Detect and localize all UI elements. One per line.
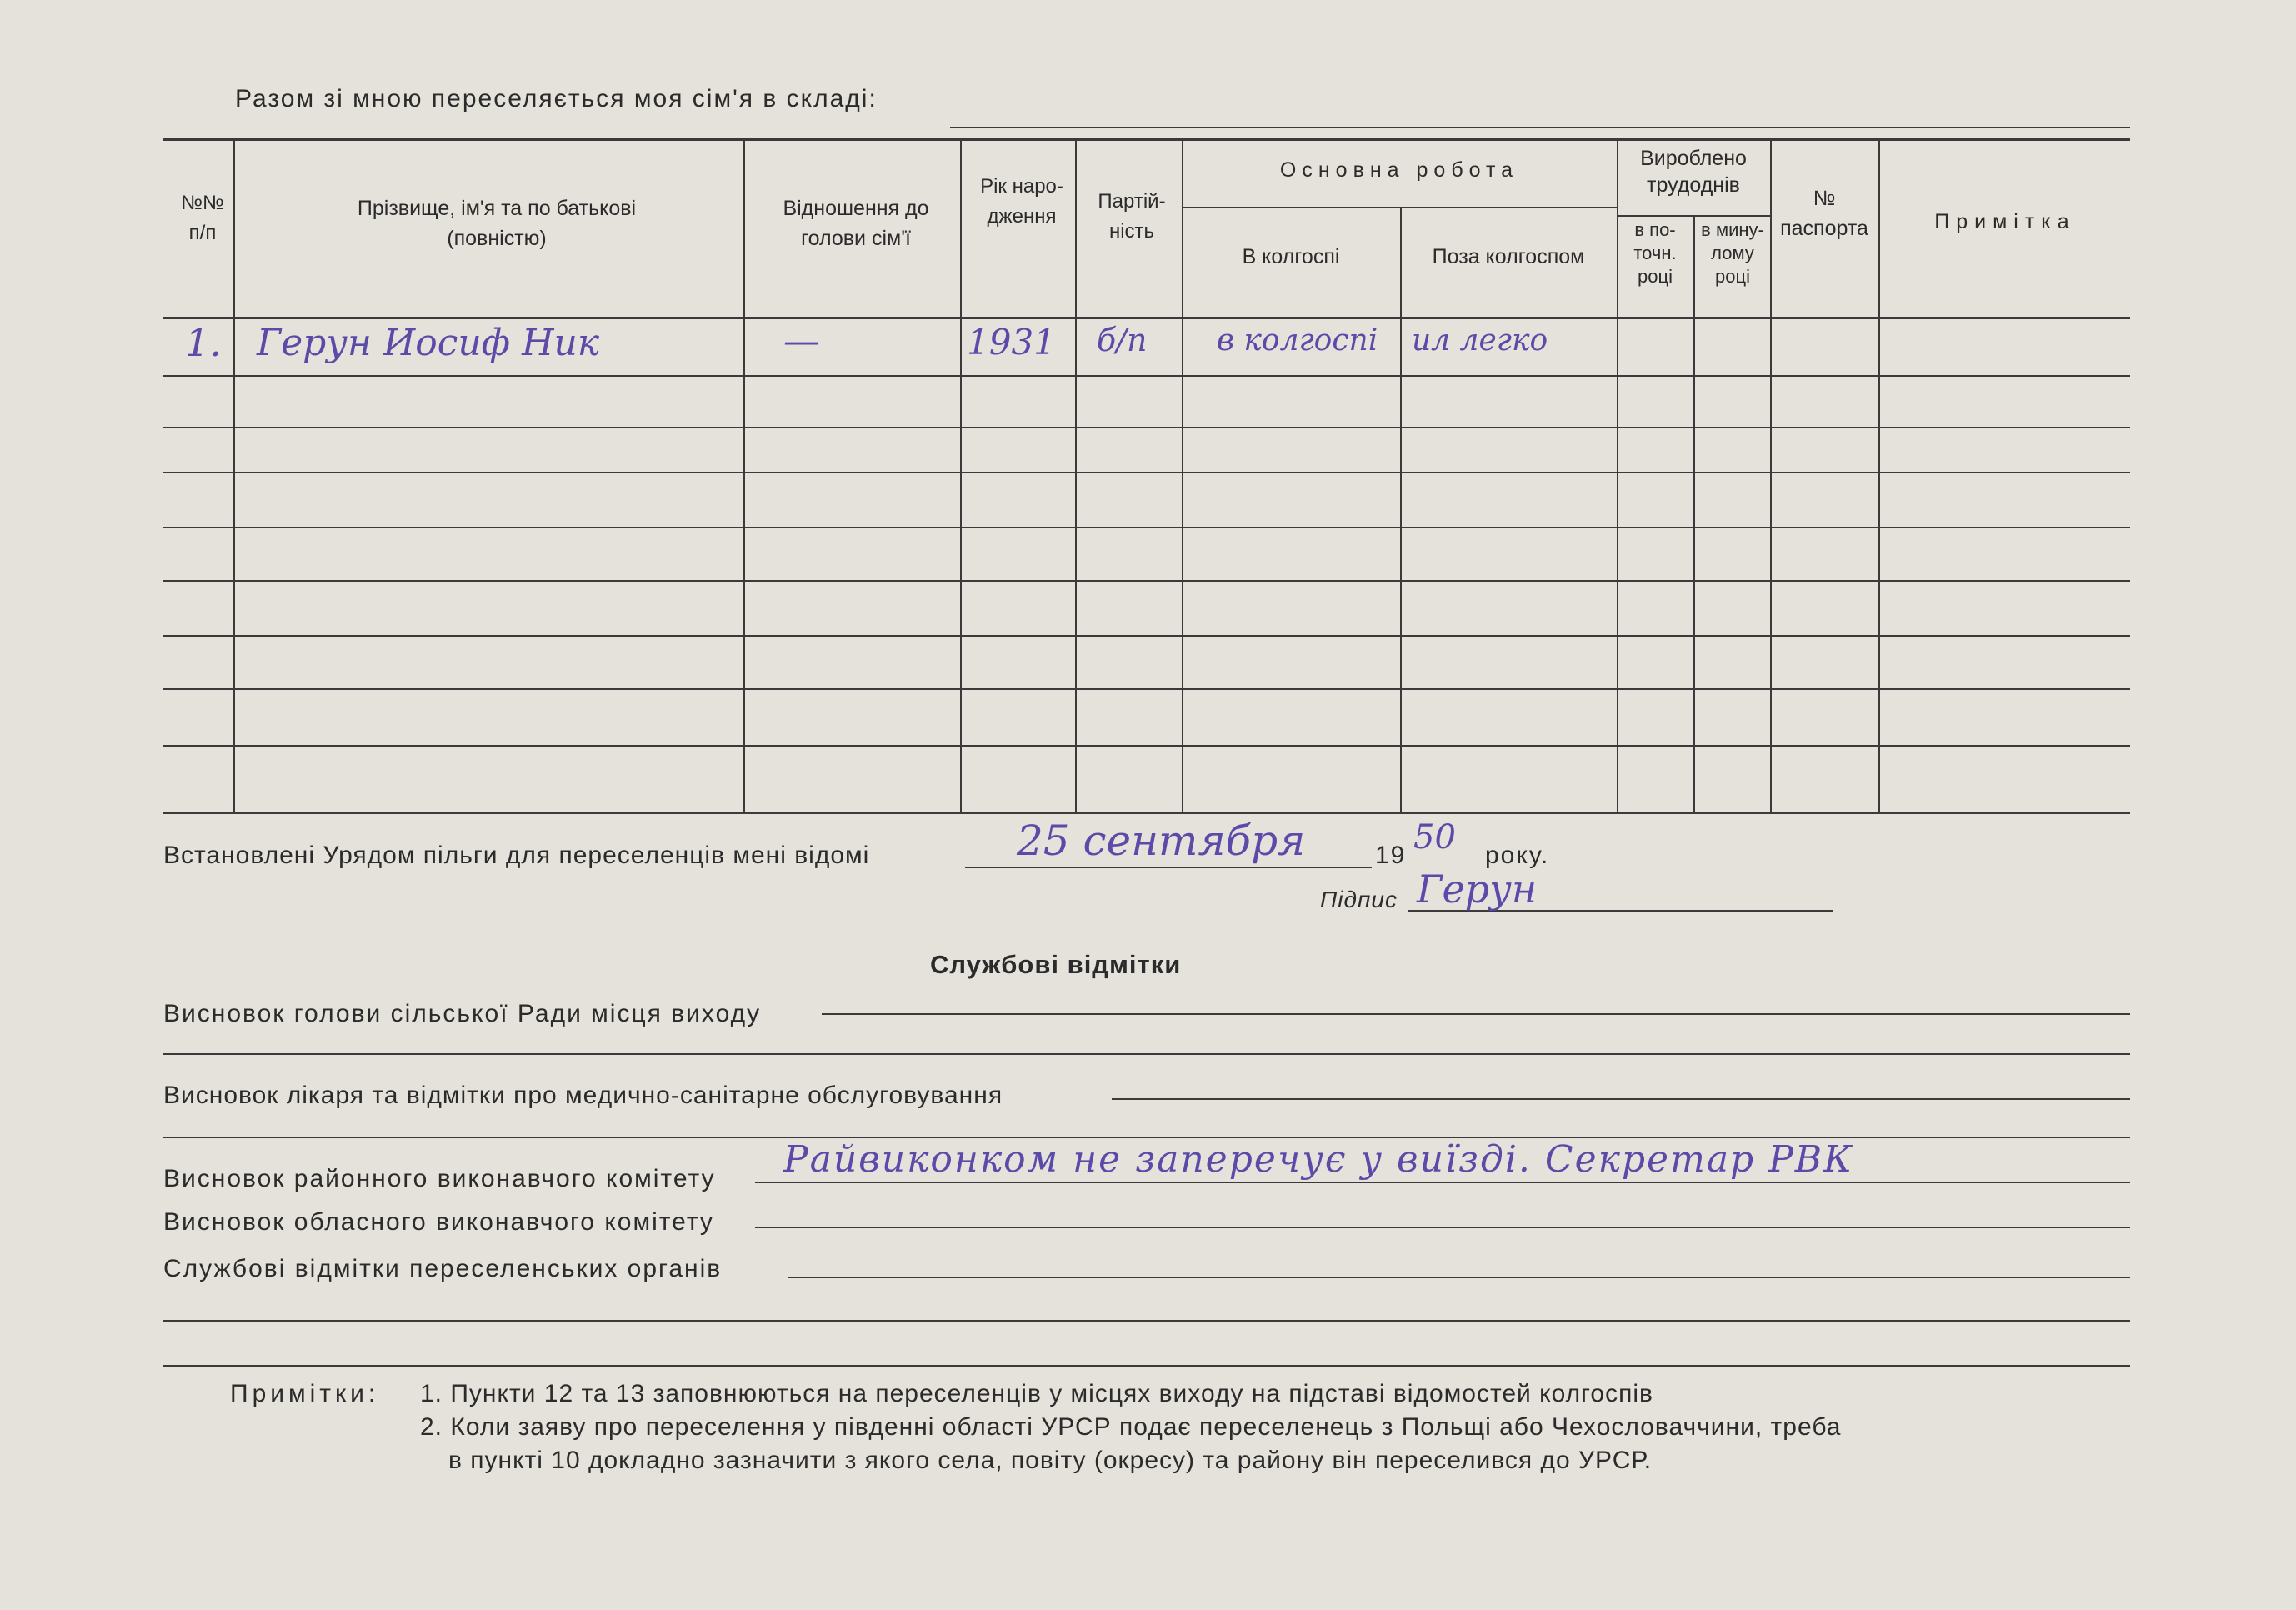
service-value-district: Райвиконком не заперечує у виїзді. Секретар РВК (783, 1138, 1854, 1181)
year-word: року. (1485, 842, 1550, 869)
header-last-year: в мину- лому році (1701, 219, 1764, 287)
intro-line: Разом зі мною переселяється моя сім'я в складі: (235, 85, 878, 112)
header-num: №№ п/п (181, 192, 224, 244)
service-label-resettlement: Службові відмітки переселенських органів (163, 1255, 723, 1282)
header-workdays: Вироблено трудоднів (1640, 147, 1747, 197)
signature-label: Підпис (1320, 887, 1398, 912)
service-label-district: Висновок районного виконавчого комітету (163, 1165, 716, 1192)
service-label-doctor: Висновок лікаря та відмітки про медично-санітарне обслуговування (163, 1082, 1003, 1109)
header-outside-kolhosp: Поза колгоспом (1432, 245, 1585, 268)
year-suffix: 50 (1413, 818, 1456, 857)
benefits-date: 25 сентября (1017, 817, 1306, 865)
header-in-kolhosp: В колгоспі (1242, 245, 1340, 268)
row-1-birth-year: 1931 (967, 322, 1056, 362)
row-1-name: Герун Иосиф Ник (257, 322, 600, 364)
year-prefix: 19 (1375, 842, 1407, 869)
service-label-region: Висновок обласного виконавчого комітету (163, 1208, 714, 1236)
service-label-village: Висновок голови сільської Ради місця виходу (163, 1000, 762, 1028)
intro-underline (950, 127, 2130, 128)
note-2: 2. Коли заяву про переселення у південні області УРСР подає переселенець з Польщі або Чехословаччини, треба (420, 1413, 1842, 1441)
notes-title: Примітки: (230, 1380, 380, 1408)
note-1: 1. Пункти 12 та 13 заповнюються на переселенців у місцях виходу на підставі відомостей колгоспів (420, 1380, 1653, 1408)
header-name: Прізвище, ім'я та по батькові (повністю) (357, 197, 637, 250)
row-1-outside-kolhosp: ил легко (1412, 323, 1548, 358)
row-1-in-kolhosp: в колгоспі (1217, 323, 1378, 358)
header-note: Примітка (1934, 210, 2076, 233)
signature-value: Герун (1417, 867, 1538, 912)
header-current-year: в по- точн. році (1633, 219, 1677, 287)
header-relation: Відношення до голови сім'ї (783, 197, 929, 250)
header-passport: № паспорта (1780, 187, 1868, 240)
row-1-num: 1. (185, 320, 222, 365)
header-main-work: Основна робота (1279, 158, 1519, 182)
benefits-text: Встановлені Урядом пільги для переселенців мені відомі (163, 842, 870, 869)
row-1-party: б/п (1097, 322, 1148, 358)
header-birth-year: Рік наро- дження (980, 175, 1063, 228)
header-party: Партій- ність (1098, 190, 1166, 242)
row-1-relation: — (783, 320, 820, 362)
note-3: в пункті 10 докладно зазначити з якого села, повіту (окресу) та району він переселився до УРСР. (448, 1447, 1653, 1474)
service-title: Службові відмітки (930, 950, 1182, 979)
family-table (163, 138, 2130, 815)
